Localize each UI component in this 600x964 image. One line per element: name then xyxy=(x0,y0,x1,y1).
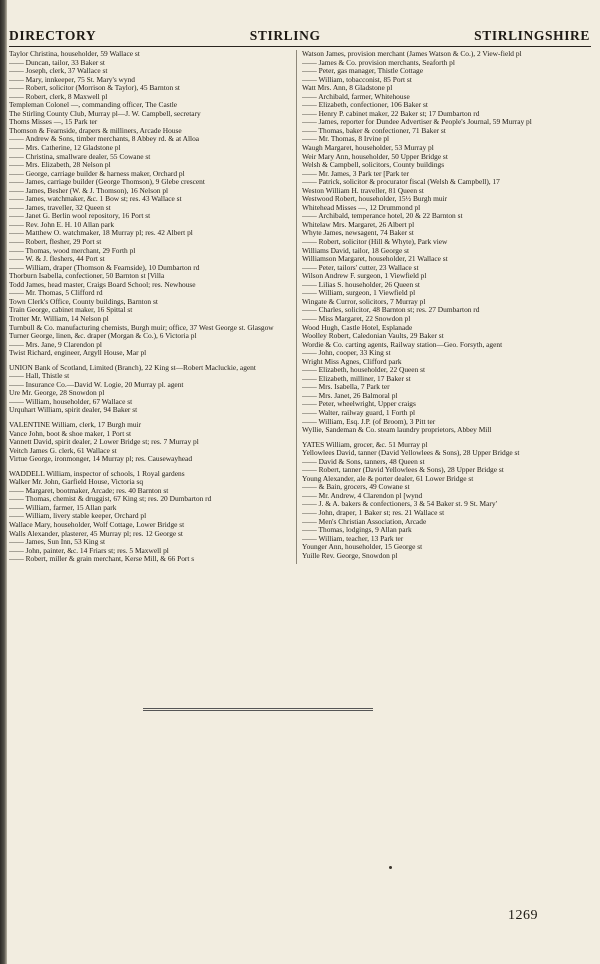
directory-page xyxy=(9,28,591,564)
directory-entry: Virtue George, ironmonger, 14 Murray pl; res. Causewayhead xyxy=(9,455,193,464)
directory-entry: Templeman Colonel —, commanding officer, The Castle xyxy=(9,101,178,110)
directory-entry: Williamson Margaret, householder, 21 Wallace st xyxy=(302,255,448,264)
directory-entry: —— Elizabeth, confectioner, 106 Baker st xyxy=(302,101,428,110)
directory-entry: Walls Alexander, plasterer, 45 Murray pl; res. 12 George st xyxy=(9,529,183,538)
directory-entry: Taylor Christina, householder, 59 Wallace st xyxy=(9,50,140,58)
directory-entry: —— James & Co. provision merchants, Seaforth pl xyxy=(302,58,455,67)
directory-entry: —— W. & J. fleshers, 44 Port st xyxy=(9,255,105,264)
directory-entry: —— J. & A. bakers & confectioners, 3 & 54 Baker st. 9 St. Mary' xyxy=(302,500,497,509)
end-of-listing-rule xyxy=(143,708,373,711)
directory-entry: —— John, cooper, 33 King st xyxy=(302,349,391,358)
directory-entry: —— James, Sun Inn, 53 King st xyxy=(9,538,106,547)
directory-entry: —— James, carriage builder (George Thomson), 9 Glebe crescent xyxy=(9,178,205,187)
directory-entry: Whitelaw Mrs. Margaret, 26 Albert pl xyxy=(302,220,415,229)
directory-entry: —— Mr. James, 3 Park ter [Park ter xyxy=(302,169,409,178)
directory-entry: —— David & Sons, tanners, 48 Queen st xyxy=(302,457,425,466)
directory-entry: Weston William H. traveller, 81 Queen st xyxy=(302,186,424,195)
directory-entry: Trotter Mr. William, 14 Nelson pl xyxy=(9,314,109,323)
directory-entry: —— Peter, gas manager, Thistle Cottage xyxy=(302,67,423,76)
directory-entry: Wilson Andrew F. surgeon, 1 Viewfield pl xyxy=(302,272,427,281)
directory-entry: Whitehead Misses —, 12 Drummond pl xyxy=(302,203,421,212)
directory-entry: —— Robert, tanner (David Yellowlees & Sons), 28 Upper Bridge st xyxy=(302,466,504,475)
directory-entry: Town Clerk's Office, County buildings, Barnton st xyxy=(9,297,158,306)
header-center: STIRLING xyxy=(249,28,321,43)
directory-entry: Weir Mary Ann, householder, 50 Upper Bridge st xyxy=(302,152,448,161)
directory-entry: Yellowlees David, tanner (David Yellowlees & Sons), 28 Upper Bridge st xyxy=(302,449,520,458)
directory-entry: —— Matthew O. watchmaker, 18 Murray pl; res. 42 Albert pl xyxy=(9,229,193,238)
directory-entry: —— James, Besher (W. & J. Thomson), 16 Nelson pl xyxy=(9,186,169,195)
directory-entry: UNION Bank of Scotland, Limited (Branch), 22 King st—Robert Macluckie, agent xyxy=(9,363,256,372)
directory-entry: YATES William, grocer, &c. 51 Murray pl xyxy=(302,440,428,449)
directory-entry: —— Robert, solicitor (Morrison & Taylor), 45 Barnton st xyxy=(9,84,180,93)
directory-entry: —— Mary, innkeeper, 75 St. Mary's wynd xyxy=(9,75,135,84)
directory-entry: —— Mr. Andrew, 4 Clarendon pl [wynd xyxy=(302,491,423,500)
directory-entry: Wallace Mary, householder, Wolf Cottage, Lower Bridge st xyxy=(9,520,185,529)
directory-entry: —— Charles, solicitor, 48 Barnton st; res. 27 Dumbarton rd xyxy=(302,306,480,315)
directory-entry: —— Robert, miller & grain merchant, Kerse Mill, & 66 Port s xyxy=(9,555,195,564)
directory-entry: —— Mrs. Janet, 26 Balmoral pl xyxy=(302,391,398,400)
directory-entry: —— William, householder, 67 Wallace st xyxy=(9,397,133,406)
directory-entry: Whyte James, newsagent, 74 Baker st xyxy=(302,229,414,238)
directory-entry: Woolley Robert, Caledonian Vaults, 29 Baker st xyxy=(302,332,444,341)
directory-entry: —— Joseph, clerk, 37 Wallace st xyxy=(9,67,108,76)
directory-entry: WADDELL William, inspector of schools, 1 Royal gardens xyxy=(9,469,185,478)
directory-entry: —— John, painter, &c. 14 Friars st; res. 5 Maxwell pl xyxy=(9,546,169,555)
directory-entry: Westwood Robert, householder, 15½ Burgh muir xyxy=(302,195,448,204)
directory-entry: —— Peter, wheelwright, Upper craigs xyxy=(302,400,416,409)
directory-entry: —— & Bain, grocers, 49 Cowane st xyxy=(302,483,410,492)
directory-entry: Urquhart William, spirit dealer, 94 Baker st xyxy=(9,406,138,415)
directory-entry: —— William, tobacconist, 85 Port st xyxy=(302,75,412,84)
directory-entry: Waugh Margaret, householder, 53 Murray pl xyxy=(302,144,434,153)
directory-entry: —— Margaret, bootmaker, Arcade; res. 40 Barnton st xyxy=(9,486,169,495)
directory-entry: —— Mrs. Isabella, 7 Park ter xyxy=(302,383,390,392)
directory-columns xyxy=(9,50,591,564)
directory-entry: —— Hall, Thistle st xyxy=(9,372,70,381)
directory-entry: Wood Hugh, Castle Hotel, Esplanade xyxy=(302,323,413,332)
directory-entry: Turner George, linen, &c. draper (Morgan & Co.), 6 Victoria pl xyxy=(9,332,197,341)
directory-entry: Wingate & Curror, solicitors, 7 Murray pl xyxy=(302,297,426,306)
directory-entry: —— Archibald, farmer, Whitehouse xyxy=(302,92,410,101)
directory-entry: Walker Mr. John, Garfield House, Victoria sq xyxy=(9,478,144,487)
directory-entry: —— Men's Christian Association, Arcade xyxy=(302,517,427,526)
directory-entry: Todd James, head master, Craigs Board School; res. Newhouse xyxy=(9,280,196,289)
directory-entry: —— Christina, smallware dealer, 55 Cowane st xyxy=(9,152,151,161)
directory-entry: —— William, farmer, 15 Allan park xyxy=(9,503,117,512)
directory-entry: —— John, draper, 1 Baker st; res. 21 Wallace st xyxy=(302,508,445,517)
directory-entry: —— Lilias S. householder, 26 Queen st xyxy=(302,280,420,289)
directory-entry: Yuille Rev. George, Snowdon pl xyxy=(302,551,398,560)
directory-entry: Vannett David, spirit dealer, 2 Lower Bridge st; res. 7 Murray pl xyxy=(9,438,199,447)
directory-entry: —— James, reporter for Dundee Advertiser & People's Journal, 59 Murray pl xyxy=(302,118,532,127)
page-header xyxy=(9,28,591,45)
directory-entry: —— Miss Margaret, 22 Snowdon pl xyxy=(302,314,411,323)
directory-entry: Welsh & Campbell, solicitors, County buildings xyxy=(302,161,445,170)
directory-entry: —— William, livery stable keeper, Orchard pl xyxy=(9,512,147,521)
book-spine-edge xyxy=(0,0,7,964)
directory-entry: —— Thomas, baker & confectioner, 71 Baker st xyxy=(302,126,446,135)
directory-entry: VALENTINE William, clerk, 17 Burgh muir xyxy=(9,420,142,429)
directory-entry: —— Thomas, wood merchant, 29 Forth pl xyxy=(9,246,136,255)
directory-entry: —— Peter, tailors' cutter, 23 Wallace st xyxy=(302,263,419,272)
directory-entry: —— James, traveller, 32 Queen st xyxy=(9,203,111,212)
directory-entry: —— William, Esq. J.P. (of Broom), 3 Pitt ter xyxy=(302,417,436,426)
directory-entry: —— William, teacher, 13 Park ter xyxy=(302,534,404,543)
directory-entry: —— Thomas, chemist & druggist, 67 King st; res. 20 Dumbarton rd xyxy=(9,495,212,504)
directory-entry: —— William, draper (Thomson & Fearnside), 10 Dumbarton rd xyxy=(9,263,200,272)
directory-entry: Williams David, tailor, 18 George st xyxy=(302,246,410,255)
directory-entry: —— Mr. Thomas, 8 Irvine pl xyxy=(302,135,390,144)
directory-entry: —— George, carriage builder & harness maker, Orchard pl xyxy=(9,169,185,178)
directory-entry: —— Thomas, lodgings, 9 Allan park xyxy=(302,526,412,535)
header-left: DIRECTORY xyxy=(9,28,97,43)
header-right: STIRLINGSHIRE xyxy=(474,28,590,43)
directory-entry: —— Walter, railway guard, 1 Forth pl xyxy=(302,408,416,417)
directory-entry: —— Insurance Co.—David W. Logie, 20 Murray pl. agent xyxy=(9,380,184,389)
directory-entry: Vance John, boot & shoe maker, 1 Port st xyxy=(9,429,132,438)
directory-entry: Train George, cabinet maker, 16 Spittal st xyxy=(9,306,133,315)
directory-entry: Wyllie, Sandeman & Co. steam laundry proprietors, Abbey Mill xyxy=(302,426,492,435)
directory-entry: —— Duncan, tailor, 33 Baker st xyxy=(9,58,105,67)
directory-entry: Younger Ann, householder, 15 George st xyxy=(302,543,423,552)
directory-entry: Watt Mrs. Ann, 8 Gladstone pl xyxy=(302,84,393,93)
directory-entry: Wordie & Co. carting agents, Railway station—Geo. Forsyth, agent xyxy=(302,340,503,349)
directory-entry: —— Rev. John E. H. 10 Allan park xyxy=(9,220,115,229)
directory-entry: —— Robert, flesher, 29 Port st xyxy=(9,238,102,247)
directory-entry: —— Elizabeth, householder, 22 Queen st xyxy=(302,366,426,375)
directory-entry: —— Henry P. cabinet maker, 22 Baker st; 17 Dumbarton rd xyxy=(302,109,480,118)
directory-entry: Watson James, provision merchant (James Watson & Co.), 2 View-field pl xyxy=(302,50,522,58)
directory-entry: Young Alexander, ale & porter dealer, 61 Lower Bridge st xyxy=(302,474,474,483)
page-number: 1269 xyxy=(508,908,538,923)
directory-entry: —— Robert, clerk, 8 Maxwell pl xyxy=(9,92,108,101)
directory-entry: Turnbull & Co. manufacturing chemists, Burgh muir; office, 37 West George st. Glasgow xyxy=(9,323,274,332)
directory-entry: —— Robert, solicitor (Hill & Whyte), Park view xyxy=(302,238,448,247)
directory-entry: Thorburn Isabella, confectioner, 50 Barnton st [Villa xyxy=(9,272,165,281)
directory-entry: —— William, surgeon, 1 Viewfield pl xyxy=(302,289,416,298)
directory-entry: —— Janet G. Berlin wool repository, 16 Port st xyxy=(9,212,151,221)
directory-entry: Thoms Misses —, 15 Park ter xyxy=(9,118,98,127)
directory-entry: Ure Mr. George, 28 Snowdon pl xyxy=(9,389,105,398)
directory-entry: —— Mrs. Elizabeth, 28 Nelson pl xyxy=(9,161,111,170)
directory-entry: —— Andrew & Sons, timber merchants, 8 Abbey rd. & at Alloa xyxy=(9,135,200,144)
directory-entry: —— Elizabeth, milliner, 17 Baker st xyxy=(302,374,411,383)
header-rule xyxy=(9,46,591,47)
directory-entry: Veitch James G. clerk, 61 Wallace st xyxy=(9,446,117,455)
directory-entry: —— Patrick, solicitor & procurator fiscal (Welsh & Campbell), 17 xyxy=(302,178,500,187)
directory-entry: The Stirling County Club, Murray pl—J. W. Campbell, secretary xyxy=(9,109,201,118)
right-column xyxy=(296,50,591,564)
left-column xyxy=(9,50,296,564)
directory-entry: —— Archibald, temperance hotel, 20 & 22 Barnton st xyxy=(302,212,463,221)
directory-entry: —— Mrs. Jane, 9 Clarendon pl xyxy=(9,340,102,349)
directory-entry: —— Mrs. Catherine, 12 Gladstone pl xyxy=(9,144,121,153)
ink-speck xyxy=(389,866,392,869)
directory-entry: Wright Miss Agnes, Clifford park xyxy=(302,357,402,366)
directory-entry: —— James, watchmaker, &c. 1 Bow st; res. 43 Wallace st xyxy=(9,195,182,204)
directory-entry: —— Mr. Thomas, 5 Clifford rd xyxy=(9,289,103,298)
directory-entry: Twist Richard, engineer, Argyll House, Mar pl xyxy=(9,349,147,358)
directory-entry: Thomson & Fearnside, drapers & milliners, Arcade House xyxy=(9,126,182,135)
